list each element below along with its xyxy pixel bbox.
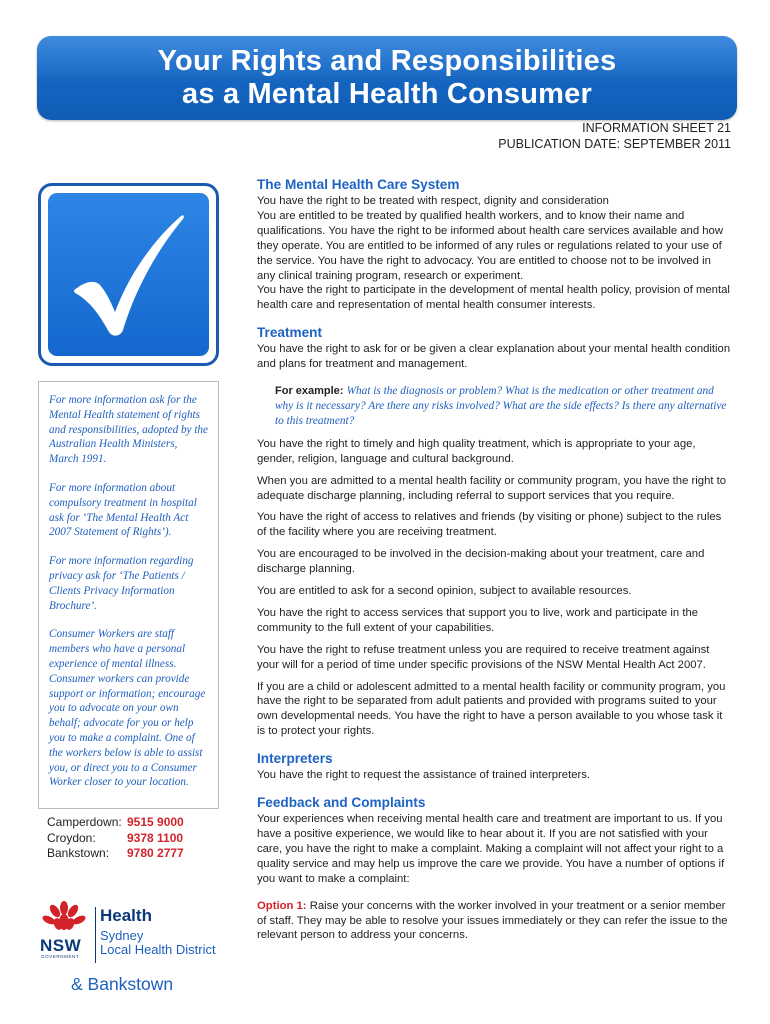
section-care-system (257, 176, 731, 313)
contact-place: Camperdown: (47, 815, 122, 829)
title-line-1: Your Rights and Responsibilities (157, 45, 617, 77)
contact-phone: 9378 1100 (127, 830, 184, 845)
section-heading: Treatment (257, 325, 322, 341)
paragraph: Your experiences when receiving mental health care and treatment are important to us. If you have a positive experience, we would like to hear about it. If you are not satisfied with your care, you have the right to make a complaint. Making a complaint will not affect your right to a quality service and may help us improve the care we provide. You have a number of options if you want to make a complaint: (257, 813, 725, 885)
publication-date: PUBLICATION DATE: SEPTEMBER 2011 (498, 137, 731, 151)
nsw-health-logo (36, 900, 246, 970)
district-line-1: Sydney (100, 928, 144, 943)
paragraph: You have the right to request the assistance of trained interpreters. (257, 769, 591, 782)
contact-phone: 9780 2777 (127, 846, 184, 860)
section-treatment (257, 324, 731, 739)
tick-graphic (38, 183, 219, 366)
section-feedback (257, 794, 731, 943)
title-line-2: as a Mental Health Consumer (182, 78, 592, 110)
section-interpreters (257, 750, 731, 783)
paragraph: You have the right of access to relatives and friends (by visiting or phone) subject to the rules of the facility where you are receiving treatment. (257, 511, 722, 539)
contact-row (47, 846, 184, 862)
info-sheet-number: INFORMATION SHEET 21 (582, 121, 731, 135)
paragraph: If you are a child or adolescent admitted to a mental health facility or community program, you have the right to be separated from adult patients and provided with programs suited to your own developmental needs. You have the right to have a person available to you whose task it is to protect your rights. (257, 680, 726, 738)
district-line-2: Local Health District (100, 942, 216, 957)
contact-phone: 9515 9000 (127, 815, 184, 829)
section-heading: Interpreters (257, 751, 333, 767)
publication-meta (498, 120, 731, 152)
paragraph: You are entitled to ask for a second opinion, subject to available resources. (257, 585, 632, 598)
paragraph: You are encouraged to be involved in the decision-making about your treatment, care and discharge planning. (257, 548, 705, 576)
sidebar-note: For more information regarding privacy ask for ‘The Patients / Clients Privacy Information Brochure’. (49, 555, 194, 612)
paragraph: You have the right to be treated with respect, dignity and consideration (257, 195, 609, 207)
contact-row (47, 831, 184, 847)
option-label: Option 1: (257, 899, 307, 912)
option-text: Raise your concerns with the worker involved in your treatment or a senior member of staff. They may be able to resolve your issues immediately or they can refer the issue to the relevant person to address your concerns. (257, 899, 728, 942)
page-title (37, 36, 737, 111)
option-paragraph (257, 899, 731, 944)
example-block (257, 384, 731, 429)
title-banner (37, 36, 737, 120)
sidebar-notes (38, 381, 219, 809)
section-heading: Feedback and Complaints (257, 795, 426, 811)
paragraph: You have the right to access services that support you to live, work and participate in the community to the full extent of your capabilities. (257, 606, 699, 634)
sidebar-note: For more information about compulsory treatment in hospital ask for ‘The Mental Health Act 2007 Statement of Rights’). (49, 481, 197, 539)
paragraph: You have the right to refuse treatment unless you are required to receive treatment against your will for a period of time under specific provisions of the NSW Mental Health Act 2007. (257, 643, 710, 671)
paragraph: You have the right to timely and high quality treatment, which is appropriate to your age, gender, religion, language and cultural background. (257, 437, 696, 465)
example-text: What is the diagnosis or problem? What is the medication or other treatment and why is it necessary? Are there any risks involved? What are the side effects? Is there any alternative to this treatment? (275, 385, 727, 427)
sidebar-note: Consumer Workers are staff members who have a personal experience of mental illness. Consumer workers can provide support or information; encourage you to advocate on your own behalf; advocate for you or help you to make a complaint. One of the workers below is able to assist you, or direct you to a Consumer Worker closer to your location. (49, 628, 206, 789)
paragraph: When you are admitted to a mental health facility or community program, you have the right to adequate discharge planning, including referral to support services that you require. (257, 474, 727, 502)
paragraph: You have the right to participate in the development of mental health policy, provision of mental health care and representation of mental health consumer interests. (257, 284, 730, 312)
sidebar-note: For more information ask for the Mental Health statement of rights and responsibilities, adopted by the Australian Health Ministers, March 1991. (49, 394, 208, 466)
contact-place: Croydon: (47, 830, 96, 845)
contact-place: Bankstown: (47, 846, 110, 860)
check-mark-icon (69, 210, 189, 340)
main-content (257, 176, 731, 954)
paragraph: You have the right to ask for or be given a clear explanation about your mental health condition and plans for treatment and management. (257, 343, 731, 371)
nsw-wordmark: NSW (40, 936, 82, 955)
government-label: GOVERNMENT (41, 954, 80, 959)
contact-list (47, 815, 184, 862)
logo-divider (95, 907, 96, 963)
paragraph: You are entitled to be treated by qualified health workers, and to know their name and qualifications. You have the right to be informed about health care services available and how they operate. You are entitled to be informed of any rules or regulations related to your use of the service. You have the right to advocacy. You are entitled to choose not to be involved in any clinical training program, research or experiment. (257, 209, 723, 282)
health-wordmark: Health (100, 906, 152, 925)
waratah-logo-icon (42, 900, 86, 936)
example-label: For example: (275, 385, 344, 398)
section-heading: The Mental Health Care System (257, 177, 460, 192)
contact-row (47, 815, 184, 831)
logo-suffix: & Bankstown (71, 974, 174, 994)
